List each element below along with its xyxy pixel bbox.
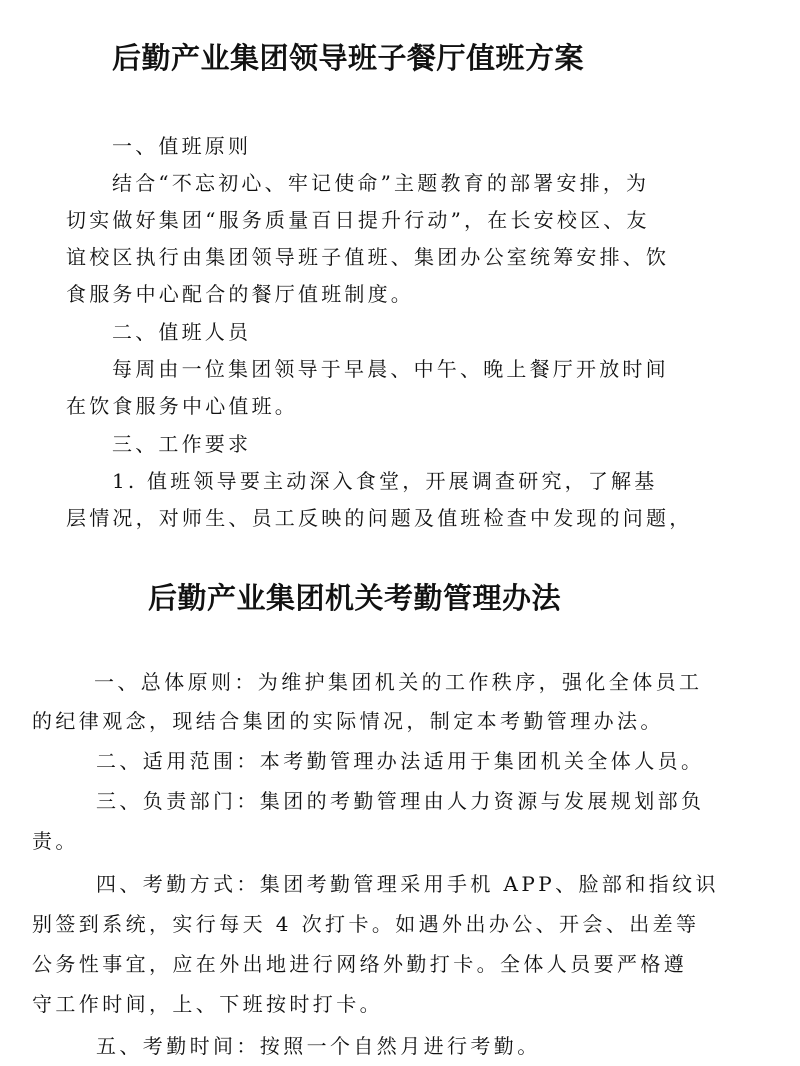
- paragraph-line: 守工作时间，上、下班按时打卡。: [32, 992, 383, 1016]
- paragraph-line: 公务性事宜，应在外出地进行网络外勤打卡。全体人员要严格遵: [32, 952, 688, 976]
- duty-personnel-heading: 二、值班人员: [112, 320, 252, 344]
- paragraph-line: 切实做好集团“服务质量百日提升行动”，在长安校区、友: [66, 208, 650, 232]
- paragraph-line: 责。: [32, 829, 79, 853]
- duty-principle-heading: 一、值班原则: [112, 134, 252, 158]
- paragraph-line: 二、适用范围：本考勤管理办法适用于集团机关全体人员。: [96, 749, 705, 773]
- duty-plan-title: 后勤产业集团领导班子餐厅值班方案: [112, 41, 585, 75]
- attendance-rules-title: 后勤产业集团机关考勤管理办法: [148, 581, 562, 615]
- paragraph-line: 别签到系统，实行每天 4 次打卡。如遇外出办公、开会、出差等: [32, 912, 700, 936]
- paragraph-line: 层情况，对师生、员工反映的问题及值班检查中发现的问题，: [66, 506, 693, 530]
- paragraph-line: 食服务中心配合的餐厅值班制度。: [66, 282, 414, 306]
- work-requirements-heading: 三、工作要求: [112, 432, 252, 456]
- paragraph-line: 结合“不忘初心、牢记使命”主题教育的部署安排，为: [112, 171, 650, 195]
- paragraph-line: 在饮食服务中心值班。: [66, 394, 298, 418]
- paragraph-line: 四、考勤方式：集团考勤管理采用手机 APP、脸部和指纹识: [96, 872, 719, 896]
- paragraph-line: 谊校区执行由集团领导班子值班、集团办公室统筹安排、饮: [66, 245, 670, 269]
- paragraph-line: 五、考勤时间：按照一个自然月进行考勤。: [96, 1034, 541, 1058]
- paragraph-line: 一、总体原则：为维护集团机关的工作秩序，强化全体员工: [94, 670, 703, 694]
- paragraph-line: 的纪律观念，现结合集团的实际情况，制定本考勤管理办法。: [32, 709, 664, 733]
- paragraph-line: 1. 值班领导要主动深入食堂，开展调查研究，了解基: [112, 469, 658, 493]
- paragraph-line: 每周由一位集团领导于早晨、中午、晚上餐厅开放时间: [112, 357, 669, 381]
- paragraph-line: 三、负责部门：集团的考勤管理由人力资源与发展规划部负: [96, 789, 705, 813]
